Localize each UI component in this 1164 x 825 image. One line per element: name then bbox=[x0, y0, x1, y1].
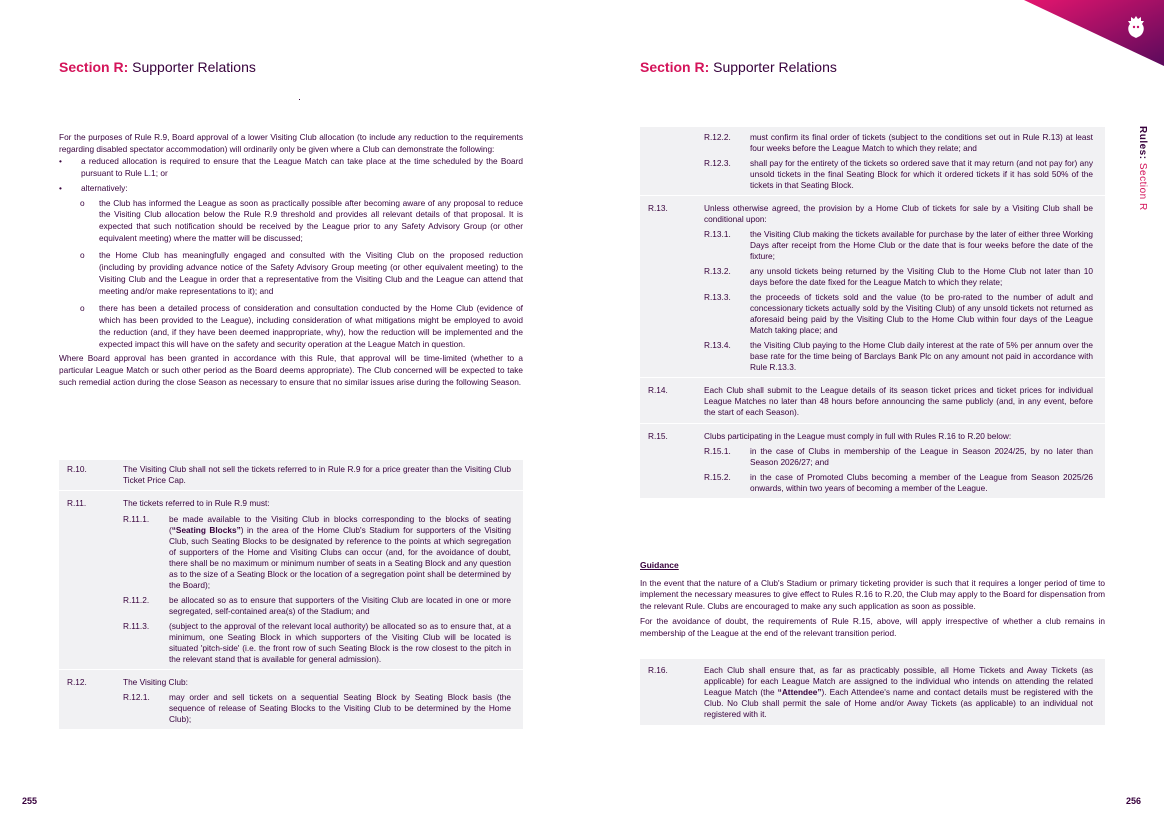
rule-text: The tickets referred to in Rule R.9 must: bbox=[123, 498, 270, 508]
clause-r13-4 bbox=[704, 340, 1093, 373]
page-number: 255 bbox=[22, 796, 38, 806]
clause-r12-3 bbox=[704, 158, 1093, 191]
page-number: 256 bbox=[1126, 796, 1142, 806]
sub-bullet-item bbox=[59, 250, 523, 298]
rule-number: R.10. bbox=[67, 464, 87, 474]
right-page bbox=[582, 0, 1164, 825]
clause-text: ) in the area of the Home Club's Stadium for supporters of the Visiting Club, such Seating Blocks to be designated by reference to the points at which segregation of supporters of the Home and Visiting Clubs can occur (and, for the avoidance of doubt, there shall be no maximum or minimum number of seats in a Seating Block and any question as to the size of a Seating Block or the location of a segregation point shall be determined by the Board); bbox=[169, 525, 512, 590]
rule-r14 bbox=[640, 377, 1105, 423]
clause-text: the proceeds of tickets sold and the value (to be pro-rated to the number of adult and concessionary tickets actually sold by the Visiting Club) of any unsold tickets not returned as aforesaid being paid by the Visiting Club to the Home Club within four days of the League Match taking place; and bbox=[750, 292, 1093, 335]
section-title-bold: Section R: bbox=[59, 59, 129, 75]
section-title-rest: Supporter Relations bbox=[709, 59, 837, 75]
clause-text: shall pay for the entirety of the tickets so ordered save that it may return (and not pay for) any unsold tickets in the final Seating Block for which it ordered tickets if it has sold 50% of the tickets in that Seating Block. bbox=[750, 158, 1093, 190]
clause-r11-3 bbox=[123, 621, 511, 665]
circle-bullet-icon: o bbox=[80, 250, 85, 261]
clause-number: R.12.1. bbox=[123, 692, 150, 702]
bullet-text: a reduced allocation is required to ensure that the League Match can take place at the time scheduled by the Board pursuant to Rule L.1; or bbox=[81, 155, 523, 178]
clause-number: R.12.3. bbox=[704, 158, 731, 168]
side-tab bbox=[1137, 126, 1148, 211]
sub-bullet-text: there has been a detailed process of consideration and consultation conducted by the Home Club (evidence of which has been provided to the League), including consideration of what mitigations might be employed to avoid the reduction (and, if they have been deemed inappropriate, why), how the reduction will be implemented and the expected impact this will have on the safety and security operation at the League Match in question. bbox=[99, 302, 523, 349]
clause-text: (subject to the approval of the relevant local authority) be allocated so as to ensure that, at a minimum, one Seating Block in which supporters of the Visiting Club will be located is situated 'pitch-side' (i.e. the front row of such Seating Block is the row closest to the pitch in the relevant stand that is available for general admission). bbox=[169, 621, 511, 664]
clause-number: R.11.3. bbox=[123, 621, 150, 631]
guidance-paragraph: For the avoidance of doubt, the requirements of Rule R.15, above, will apply irrespective of whether a club remains in membership of the League at the end of the relevant transition period. bbox=[640, 616, 1105, 638]
intro-block bbox=[59, 132, 523, 389]
rule-r12 bbox=[59, 669, 523, 729]
clause-text: in the case of Clubs in membership of the League in Season 2024/25, by no later than Season 2026/27; and bbox=[750, 446, 1093, 467]
clause-number: R.13.4. bbox=[704, 340, 731, 350]
clause-number: R.13.2. bbox=[704, 266, 731, 276]
side-tab-bold: Rules: bbox=[1137, 126, 1148, 160]
rule-r12-continued bbox=[640, 127, 1105, 195]
clause-number: R.15.2. bbox=[704, 472, 731, 482]
rule-text: Unless otherwise agreed, the provision by a Home Club of tickets for sale by a Visiting Club shall be conditional upon: bbox=[704, 203, 1093, 224]
clause-r12-2 bbox=[704, 132, 1093, 154]
rule-text: The Visiting Club: bbox=[123, 677, 188, 687]
rule-text: ). Each Attendee's name and contact details must be registered with the Club. No Club shall permit the sale of Home and/or Away Tickets (as applicable) to an individual not registered with it. bbox=[704, 687, 1093, 719]
clause-r11-1 bbox=[123, 514, 511, 591]
rules-panel bbox=[59, 460, 523, 729]
side-tab-rest: Section R bbox=[1137, 159, 1148, 211]
clause-text: may order and sell tickets on a sequential Seating Block by Seating Block basis (the sequence of release of Seating Blocks to the Visiting Club to be determined by the Home Club); bbox=[169, 692, 511, 724]
stray-mark bbox=[299, 99, 300, 100]
guidance-paragraph: In the event that the nature of a Club's Stadium or primary ticketing provider is such that it requires a longer period of time to implement the necessary measures to give effect to Rules R.16 to R.20, the Club may apply to the Board for dispensation from the relevant Rule. Clubs are encouraged to make any such application as soon as possible. bbox=[640, 577, 1105, 611]
rule-text: Each Club shall submit to the League details of its season ticket prices and ticket prices for individual League Matches no later than 48 hours before announcing the same publicly (and, in any event, before the start of each Season). bbox=[704, 385, 1093, 417]
clause-r13-3 bbox=[704, 292, 1093, 336]
bullet-item bbox=[59, 156, 523, 180]
rule-r15 bbox=[640, 423, 1105, 498]
clause-text: the Visiting Club making the tickets available for purchase by the later of either three Working Days after receipt from the Home Club or the date that is four weeks before the date of the fixture; bbox=[750, 229, 1093, 261]
clause-text: be made available to the Visiting Club in blocks corresponding to the blocks of seating ( bbox=[169, 514, 511, 535]
guidance-heading: Guidance bbox=[640, 560, 679, 570]
clause-number: R.15.1. bbox=[704, 446, 731, 456]
clause-number: R.12.2. bbox=[704, 132, 731, 142]
rule-number: R.12. bbox=[67, 677, 87, 687]
sub-bullet-item bbox=[59, 303, 523, 351]
rule-r11 bbox=[59, 490, 523, 669]
sub-bullet-text: the Club has informed the League as soon as practically possible after becoming aware of any proposal to reduce the Visiting Club allocation below the Rule R.9 threshold and provides all relevant details of that proposal. It is expected that such notification should be received by the League prior to any Safety Advisory Group (or other equivalent meeting) where the matter will be discussed; bbox=[99, 197, 523, 244]
section-title bbox=[59, 59, 256, 75]
clause-number: R.11.1. bbox=[123, 514, 150, 524]
rule-number: R.16. bbox=[648, 665, 668, 675]
clause-r15-1 bbox=[704, 446, 1093, 468]
clause-r11-2 bbox=[123, 595, 511, 617]
defined-term: “Seating Blocks” bbox=[171, 525, 241, 535]
clause-text: the Visiting Club paying to the Home Club daily interest at the rate of 5% per annum over the base rate for the time being of Barclays Bank Plc on any amount not paid in accordance with Rule R.13.3. bbox=[750, 340, 1093, 372]
defined-term: “Attendee” bbox=[777, 687, 822, 697]
closing-paragraph: Where Board approval has been granted in accordance with this Rule, that approval will be time-limited (whether to a particular League Match or such other period as the Board deems appropriate). The Club concerned will be expected to take such remedial action during the close Season as necessary to ensure that no similar issues arise during the following Season. bbox=[59, 353, 523, 388]
clause-r15-2 bbox=[704, 472, 1093, 494]
rule-number: R.11. bbox=[67, 498, 87, 508]
intro-paragraph: For the purposes of Rule R.9, Board approval of a lower Visiting Club allocation (to include any reduction to the requirements regarding disabled spectator accommodation) will ordinarily only be given where a Club can demonstrate the following: bbox=[59, 132, 523, 154]
section-title-rest: Supporter Relations bbox=[128, 59, 256, 75]
clause-number: R.13.3. bbox=[704, 292, 731, 302]
sub-bullet-item bbox=[59, 198, 523, 246]
rule-text: Clubs participating in the League must comply in full with Rules R.16 to R.20 below: bbox=[704, 431, 1012, 441]
clause-r13-1 bbox=[704, 229, 1093, 262]
rule-r16 bbox=[640, 659, 1105, 725]
clause-text: be allocated so as to ensure that supporters of the Visiting Club are located in one or more segregated, self-contained area(s) of the Stadium; and bbox=[169, 595, 511, 616]
clause-text: must confirm its final order of tickets (subject to the conditions set out in Rule R.13) at least four weeks before the League Match to which they relate; and bbox=[750, 132, 1093, 153]
rule-text: The Visiting Club shall not sell the tickets referred to in Rule R.9 for a price greater than the Visiting Club Ticket Price Cap. bbox=[123, 464, 511, 485]
rule-number: R.15. bbox=[648, 431, 668, 441]
rule-number: R.13. bbox=[648, 203, 668, 213]
clause-number: R.11.2. bbox=[123, 595, 150, 605]
rule-r10 bbox=[59, 460, 523, 490]
rules-panel bbox=[640, 659, 1105, 725]
rule-number: R.14. bbox=[648, 385, 668, 395]
premier-league-lion-logo-icon bbox=[1125, 14, 1147, 40]
bullet-item bbox=[59, 183, 523, 195]
section-title bbox=[640, 59, 837, 75]
rule-text: Each Club shall ensure that, as far as practicably possible, all Home Tickets and Away Tickets (as applicable) for each League Match are assigned to the individual who intends on attending the related League Match (the bbox=[704, 665, 1093, 697]
clause-number: R.13.1. bbox=[704, 229, 731, 239]
bullet-text: alternatively: bbox=[81, 182, 128, 193]
clause-r12-1 bbox=[123, 692, 511, 725]
bullet-icon: • bbox=[59, 155, 62, 166]
guidance-block bbox=[640, 560, 1105, 644]
sub-bullet-text: the Home Club has meaningfully engaged and consulted with the Visiting Club on the proposed reduction (including by providing advance notice of the Safety Advisory Group meeting (or other equivalent meeting) to the Visiting Club and the League in order that a representative from the Visiting Club and the League can attend that meeting and/or make representations to it); and bbox=[99, 250, 523, 296]
clause-text: in the case of Promoted Clubs becoming a member of the League from Season 2025/26 onwards, within two years of becoming a member of the League. bbox=[750, 472, 1093, 493]
circle-bullet-icon: o bbox=[80, 197, 85, 208]
bullet-icon: • bbox=[59, 182, 62, 193]
rules-panel bbox=[640, 127, 1105, 498]
clause-text: any unsold tickets being returned by the Visiting Club to the Home Club not later than 10 days before the date fixed for the League Match to which they relate; bbox=[750, 266, 1093, 287]
circle-bullet-icon: o bbox=[80, 302, 85, 313]
rule-r13 bbox=[640, 195, 1105, 377]
section-title-bold: Section R: bbox=[640, 59, 710, 75]
clause-r13-2 bbox=[704, 266, 1093, 288]
